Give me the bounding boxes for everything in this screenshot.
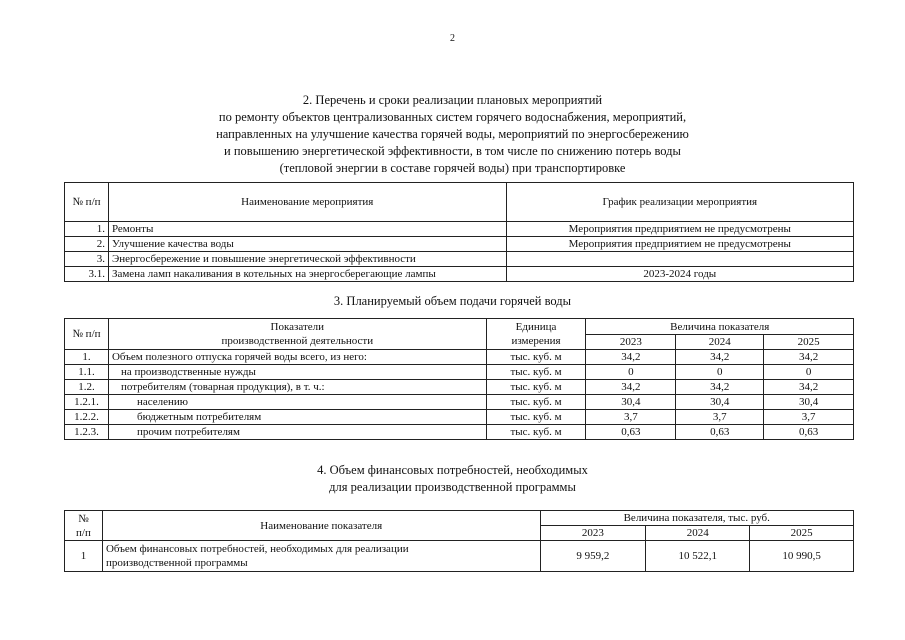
header-schedule: График реализации мероприятия	[506, 183, 853, 222]
header-year-2025: 2025	[764, 335, 854, 350]
header-num: № п/п	[65, 511, 103, 541]
table-row: 1.1. на производственные нужды тыс. куб. м 0 0 0	[65, 365, 854, 380]
table-row: 3.1. Замена ламп накаливания в котельных на энергосберегающие лампы 2023-2024 годы	[65, 267, 854, 282]
header-value: Величина показателя, тыс. руб.	[540, 511, 853, 526]
section2-title: 2. Перечень и сроки реализации плановых мероприятий по ремонту объектов централизованных систем горячего водоснабжения, мероприятий, направленных на улучшение качества горячей воды, мероприятий по энергосбережению и повышению энергетической эффективности, в том числе по снижению потерь воды (тепловой энергии в составе горячей воды) при транспортировке	[216, 93, 689, 175]
water-volume-table	[64, 318, 854, 440]
section4-title: 4. Объем финансовых потребностей, необходимых для реализации производственной программы	[317, 463, 588, 494]
table-row: 1.2.3. прочим потребителям тыс. куб. м 0,63 0,63 0,63	[65, 425, 854, 440]
table-row: 3. Энергосбережение и повышение энергетической эффективности	[65, 252, 854, 267]
header-year-2023: 2023	[540, 526, 646, 541]
table-row: 1 Объем финансовых потребностей, необходимых для реализации производственной программы 9 959,2 10 522,1 10 990,5	[65, 541, 854, 572]
header-value: Величина показателя	[586, 319, 854, 335]
table-header-row	[65, 319, 854, 335]
header-unit: Единица измерения	[486, 319, 586, 350]
header-measure-name: Наименование мероприятия	[108, 183, 506, 222]
table-row: 1.2.1. населению тыс. куб. м 30,4 30,4 30,4	[65, 395, 854, 410]
section3-title: 3. Планируемый объем подачи горячей воды	[333, 294, 572, 308]
header-num: № п/п	[65, 319, 109, 350]
page-number: 2	[450, 33, 455, 44]
header-year-2023: 2023	[586, 335, 676, 350]
table-row: 1. Ремонты Мероприятия предприятием не предусмотрены	[65, 222, 854, 237]
header-year-2024: 2024	[676, 335, 764, 350]
table-row: 1. Объем полезного отпуска горячей воды всего, из него: тыс. куб. м 34,2 34,2 34,2	[65, 350, 854, 365]
measures-table	[64, 182, 854, 282]
table-row: 2. Улучшение качества воды Мероприятия предприятием не предусмотрены	[65, 237, 854, 252]
header-year-2024: 2024	[646, 526, 750, 541]
table-header-row	[65, 511, 854, 526]
header-num: № п/п	[65, 183, 109, 222]
header-indicator: Показатели производственной деятельности	[108, 319, 486, 350]
table-row: 1.2. потребителям (товарная продукция), в т. ч.: тыс. куб. м 34,2 34,2 34,2	[65, 380, 854, 395]
financial-needs-table	[64, 510, 854, 572]
header-year-2025: 2025	[750, 526, 854, 541]
header-indicator-name: Наименование показателя	[102, 511, 540, 541]
table-header-row	[65, 183, 854, 222]
table-row: 1.2.2. бюджетным потребителям тыс. куб. м 3,7 3,7 3,7	[65, 410, 854, 425]
